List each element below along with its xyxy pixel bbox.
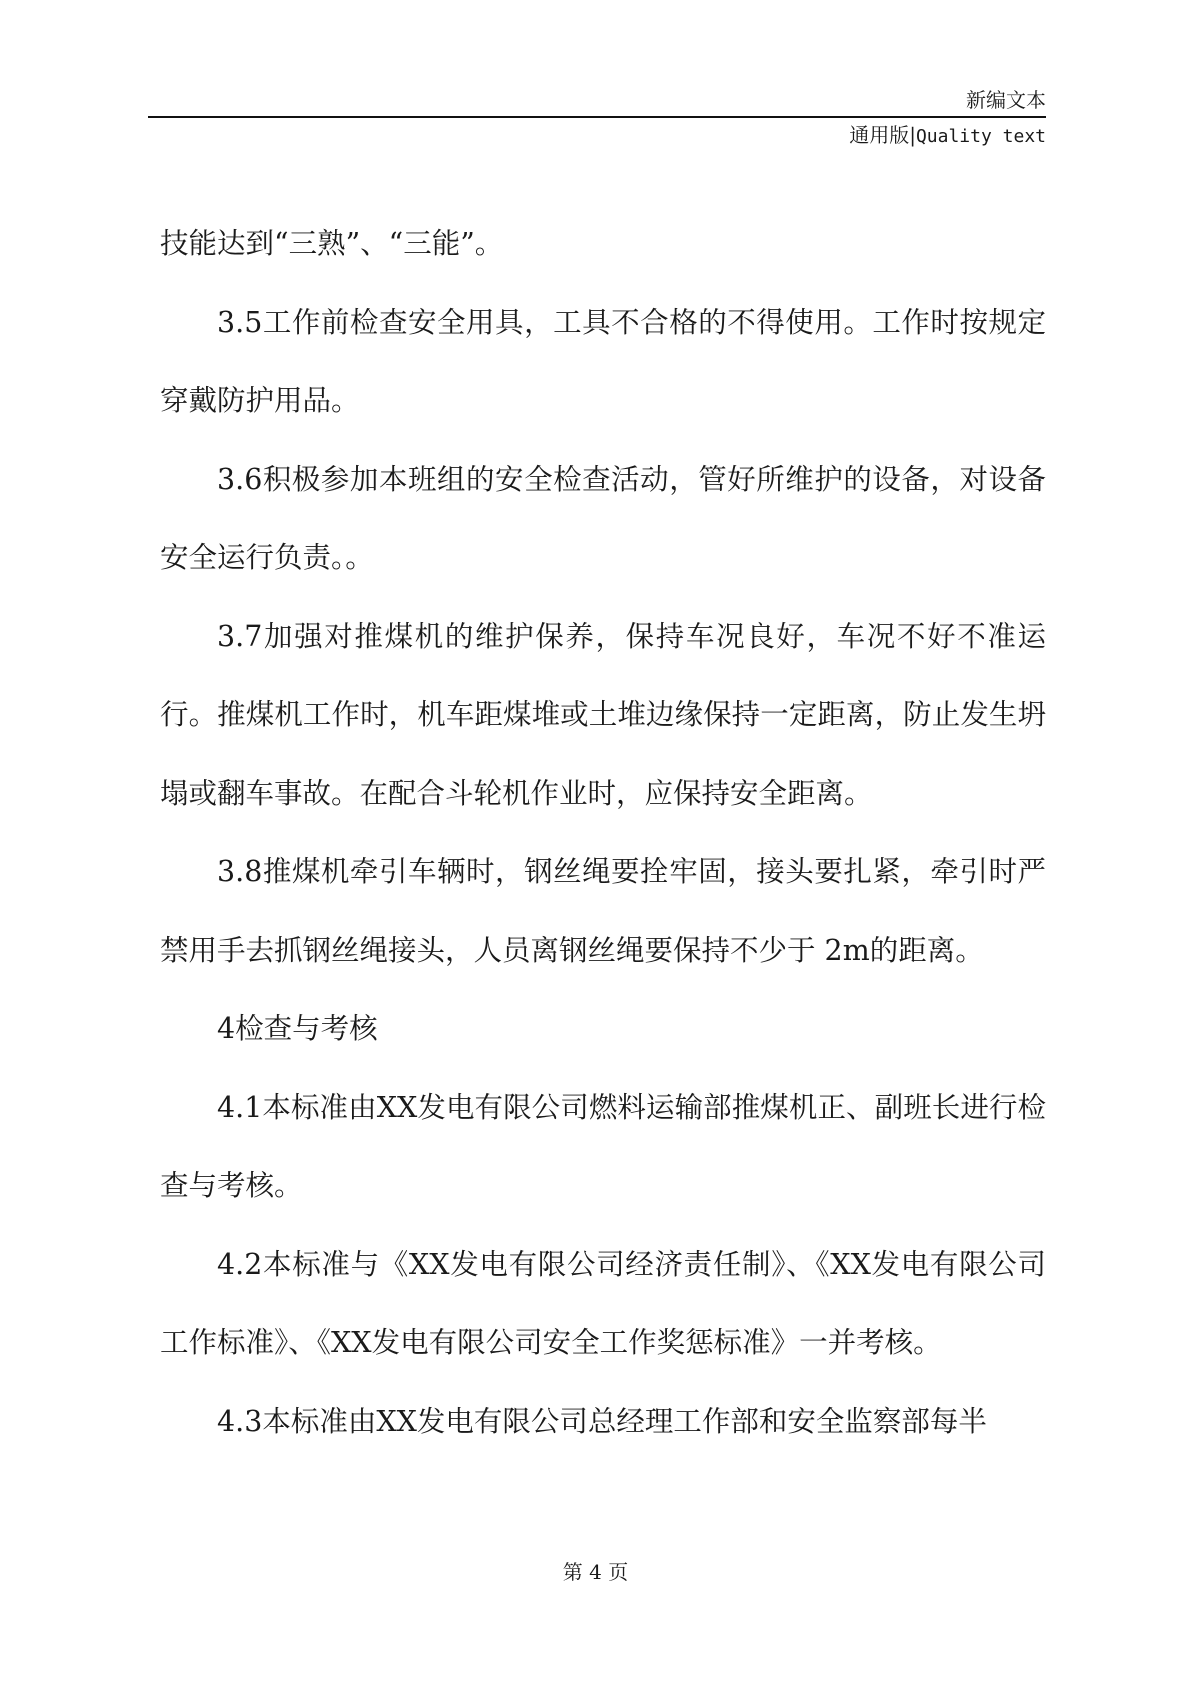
paragraph-4-1: 4.1本标准由XX发电有限公司燃料运输部推煤机正、副班长进行检查与考核。 xyxy=(160,1090,1046,1202)
paragraph-4-3: 4.3本标准由XX发电有限公司总经理工作部和安全监察部每半 xyxy=(217,1404,987,1438)
header-divider xyxy=(148,116,1046,118)
paragraph-continuation: 技能达到“三熟”、“三能”。 xyxy=(160,227,504,260)
header-subtitle-cn: 通用版| xyxy=(849,123,916,147)
paragraph-3-5: 3.5工作前检查安全用具，工具不合格的不得使用。工作时按规定穿戴防护用品。 xyxy=(160,305,1046,417)
paragraph-3-7: 3.7加强对推煤机的维护保养，保持车况良好，车况不好不准运行。推煤机工作时，机车距煤堆或土堆边缘保持一定距离，防止发生坍塌或翻车事故。在配合斗轮机作业时，应保持安全距离。 xyxy=(160,619,1046,810)
paragraph-3-6: 3.6积极参加本班组的安全检查活动，管好所维护的设备，对设备安全运行负责。。 xyxy=(160,462,1046,574)
page-number: 第 4 页 xyxy=(562,1560,629,1584)
header-subtitle-en: Quality text xyxy=(915,126,1046,147)
paragraph-4-2: 4.2本标准与《XX发电有限公司经济责任制》、《XX发电有限公司工作标准》、《XX发电有限公司安全工作奖惩标准》一并考核。 xyxy=(160,1247,1046,1359)
section-heading-4: 4检查与考核 xyxy=(217,1012,378,1045)
document-body xyxy=(160,205,1046,1461)
paragraph-3-8: 3.8推煤机牵引车辆时，钢丝绳要拴牢固，接头要扎紧，牵引时严禁用手去抓钢丝绳接头，人员离钢丝绳要保持不少于 2m的距离。 xyxy=(160,855,1046,967)
header-subtitle xyxy=(849,123,1046,149)
header-title: 新编文本 xyxy=(966,88,1046,112)
